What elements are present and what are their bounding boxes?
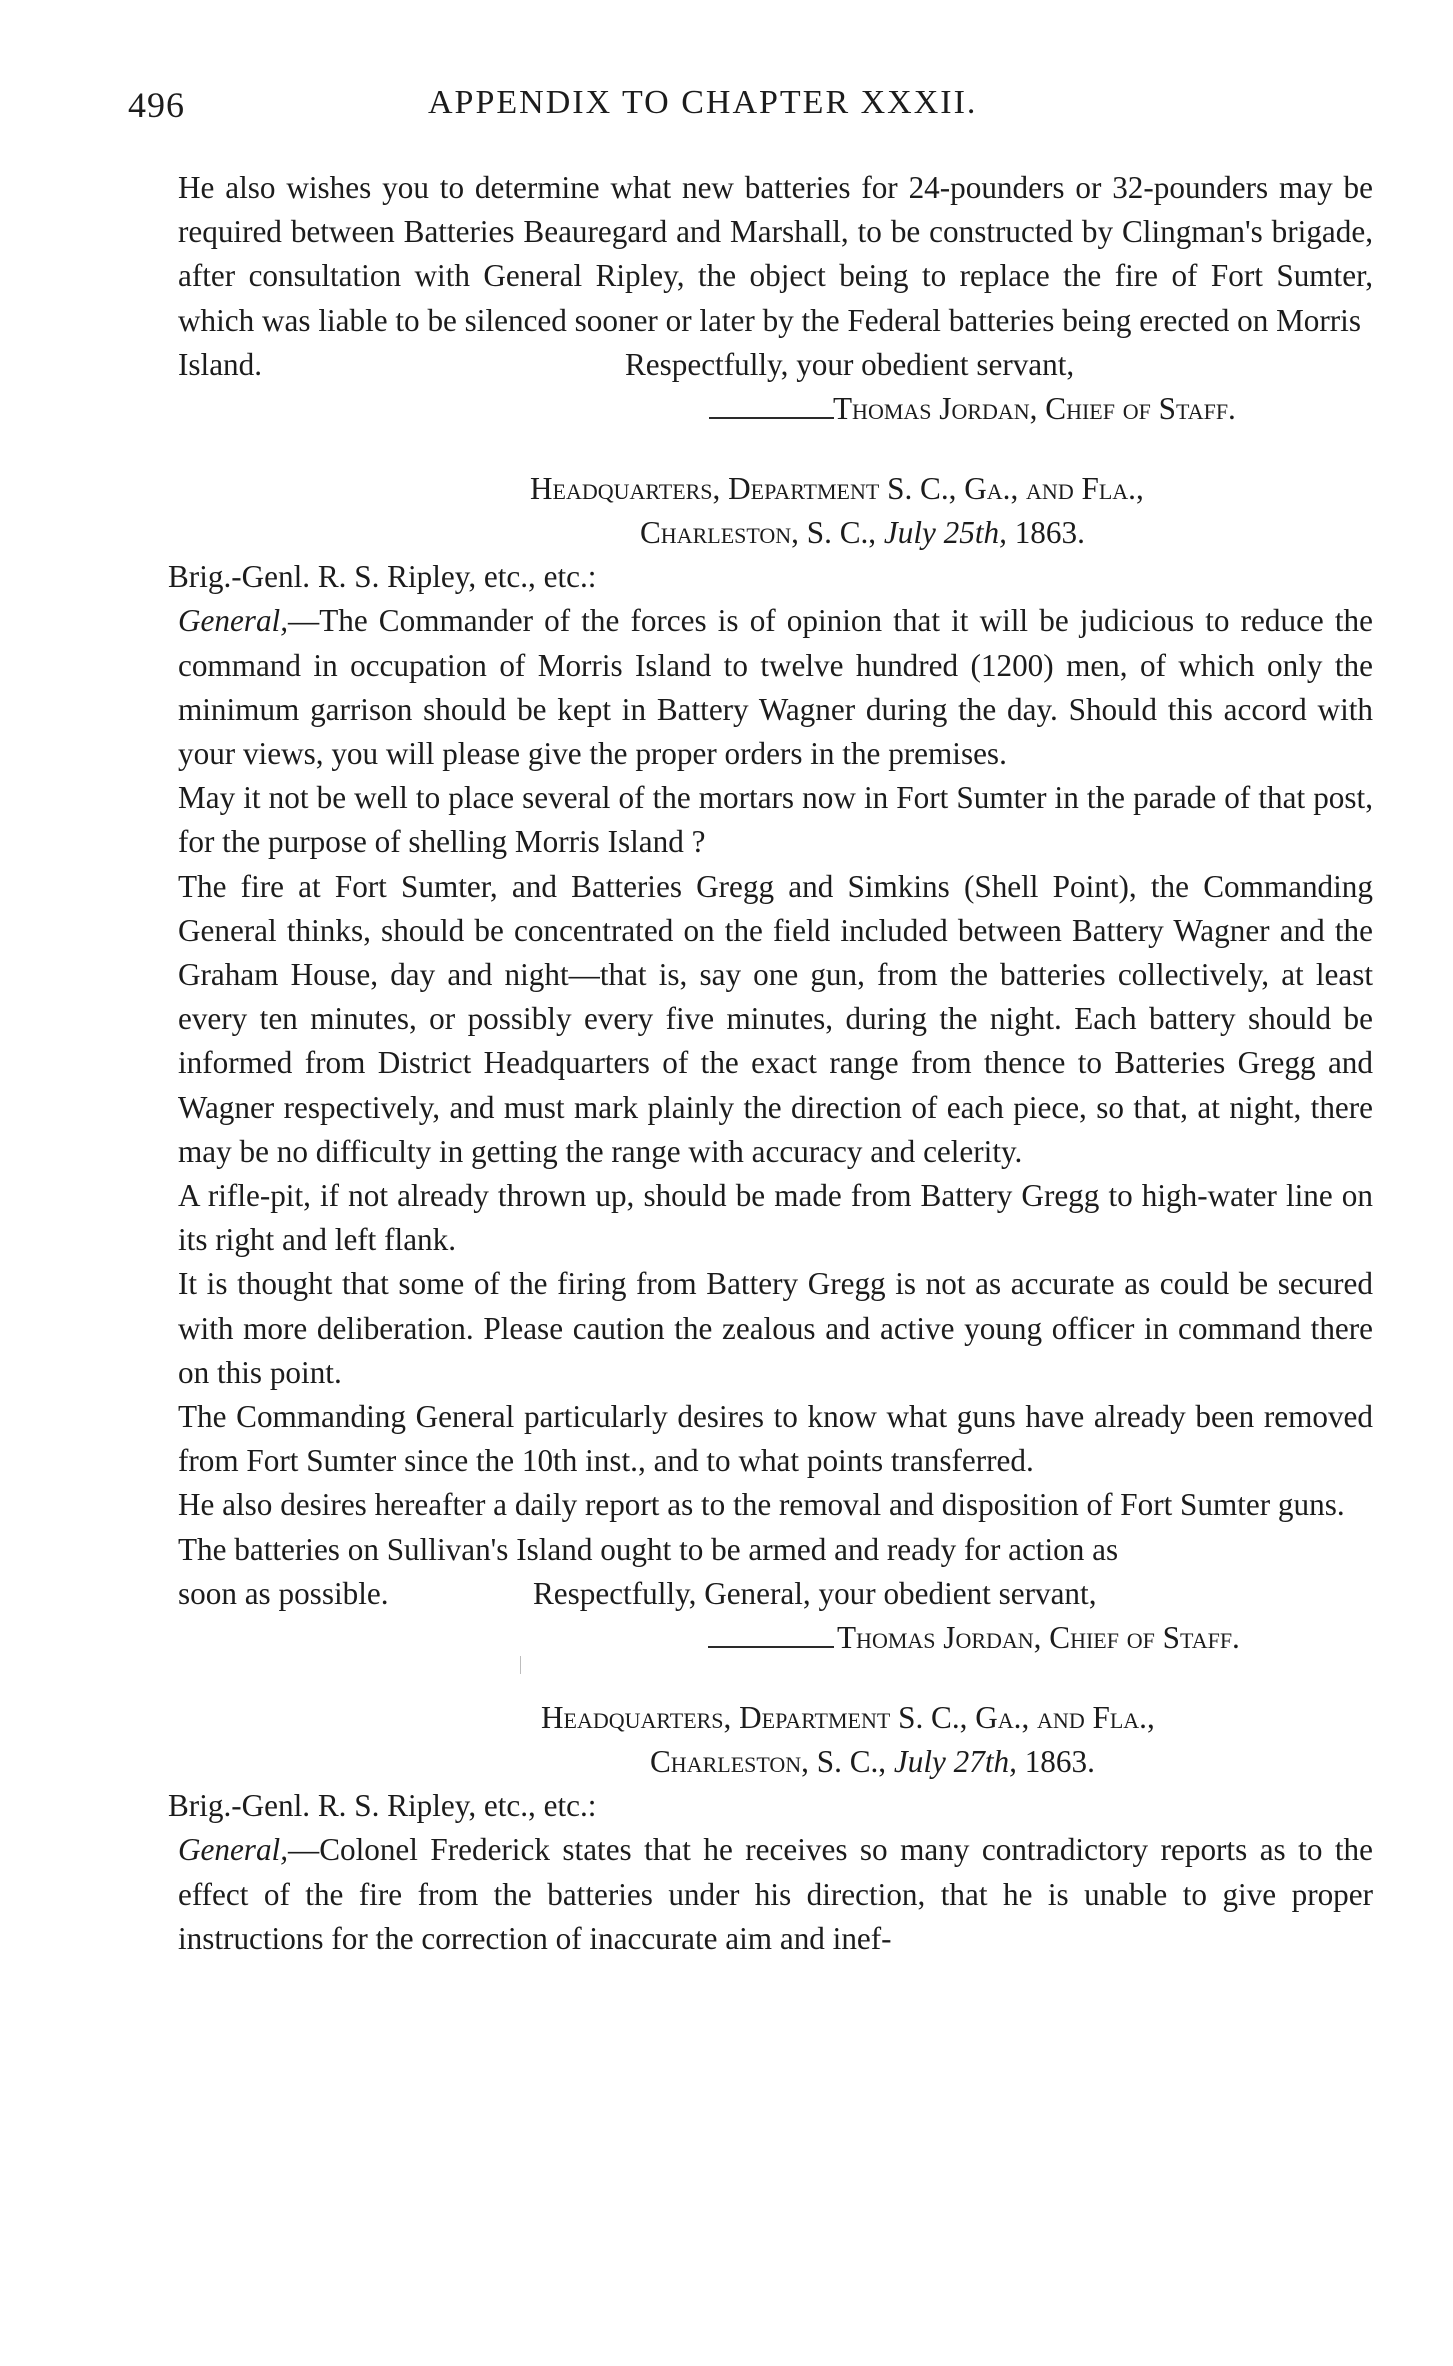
letter2-paragraph-6 — [178, 1395, 1373, 1483]
letter2-heading-line1: Headquarters, Department S. C., Ga., and Fla., — [530, 471, 1144, 507]
letter2-closing: Respectfully, General, your obedient servant, — [533, 1575, 1097, 1611]
signature-rule — [708, 1646, 834, 1648]
letter1-paragraph-text: He also wishes you to determine what new batteries for 24-pounders or 32-pounders may be required between Batteries Beauregard and Marshall, to be constructed by Clingman's brigade, after consultation with General Ripley, the object being to replace the fire of Fort Sumter, which was liable to be silenced sooner or later by the Federal batteries being erected on Morris — [178, 170, 1373, 338]
letter2-paragraph-7 — [178, 1483, 1373, 1527]
letter3-salutation: General, — [178, 1832, 288, 1868]
letter2-signature: Thomas Jordan, Chief of Staff. — [837, 1620, 1240, 1656]
letter3-heading-year: 1863. — [1024, 1744, 1095, 1780]
letter2-addressee-text: Brig.-Genl. R. S. Ripley, etc., etc.: — [168, 559, 597, 595]
letter2-paragraph-8-text: The batteries on Sullivan's Island ought to be armed and ready for action as — [178, 1531, 1119, 1567]
body-text — [168, 166, 1373, 1961]
letter1-signature: Thomas Jordan, Chief of Staff. — [833, 391, 1236, 426]
signature-rule — [709, 417, 834, 419]
letter1-paragraph — [178, 166, 1373, 343]
letter2-paragraph-4-text: A rifle-pit, if not already thrown up, should be made from Battery Gregg to high-water line on its right and left flank. — [178, 1178, 1373, 1258]
letter2-heading — [178, 467, 1373, 555]
page-number: 496 — [128, 85, 185, 125]
running-title: APPENDIX TO CHAPTER XXXII. — [428, 84, 978, 121]
letter3-addressee-text: Brig.-Genl. R. S. Ripley, etc., etc.: — [168, 1788, 597, 1824]
letter2-paragraph-3 — [178, 865, 1373, 1174]
letter2-heading-date: July 25th, — [883, 515, 1007, 551]
letter2-paragraph-1 — [178, 599, 1373, 776]
letter3-heading-line1: Headquarters, Department S. C., Ga., and Fla., — [541, 1700, 1155, 1736]
letter3-paragraph-1 — [178, 1828, 1373, 1961]
running-head — [128, 84, 1378, 134]
letter2-paragraph-8 — [178, 1528, 1373, 1572]
letter3-heading-place: Charleston, S. C., — [650, 1744, 887, 1780]
letter2-paragraph-1-text: —The Commander of the forces is of opinion that it will be judicious to reduce the command in occupation of Morris Island to twelve hundred (1200) men, of which only the minimum garrison should be kept in Battery Wagner during the day. Should this accord with your views, you will please give the proper orders in the premises. — [178, 603, 1373, 771]
letter1-closing: Respectfully, your obedient servant, — [625, 346, 1075, 382]
print-speck — [520, 1656, 521, 1674]
letter3-addressee — [168, 1784, 1363, 1828]
letter2-signature-block — [178, 1616, 1373, 1660]
letter2-paragraph-3-text: The fire at Fort Sumter, and Batteries Gregg and Simkins (Shell Point), the Commanding General thinks, should be concentrated on the field included between Battery Wagner and the Graham House, day and night—that is, say one gun, from the batteries collectively, at least every ten minutes, or possibly every five minutes, during the night. Each battery should be informed from District Headquarters of the exact range from thence to Batteries Gregg and Wagner respectively, and must mark plainly the direction of each piece, so that, at night, there may be no difficulty in getting the range with accuracy and celerity. — [178, 868, 1373, 1169]
letter2-paragraph-7-text: He also desires hereafter a daily report as to the removal and disposition of Fort Sumter guns. — [178, 1487, 1345, 1523]
letter3-heading-date: July 27th, — [893, 1744, 1017, 1780]
letter2-paragraph-4 — [178, 1174, 1373, 1262]
letter1-last-word: Island. — [178, 346, 263, 382]
letter2-heading-line2 — [640, 511, 1085, 555]
letter3-heading-line2 — [650, 1740, 1095, 1784]
letter2-paragraph-5-text: It is thought that some of the firing from Battery Gregg is not as accurate as could be secured with more deliberation. Please caution the zealous and active young officer in command there on this point. — [178, 1266, 1373, 1390]
letter1-closing-line — [178, 343, 1373, 387]
letter2-paragraph-6-text: The Commanding General particularly desires to know what guns have already been removed from Fort Sumter since the 10th inst., and to what points transferred. — [178, 1399, 1373, 1479]
letter2-closing-line — [178, 1572, 1373, 1616]
letter3-heading — [178, 1696, 1373, 1784]
letter3-paragraph-1-text: —Colonel Frederick states that he receives so many contradictory reports as to the effect of the fire from the batteries under his direction, that he is unable to give proper instructions for the correction of inaccurate aim and inef- — [178, 1832, 1373, 1956]
letter1-signature-block — [178, 387, 1373, 431]
letter2-addressee — [168, 555, 1363, 599]
letter2-paragraph-2-text: May it not be well to place several of the mortars now in Fort Sumter in the parade of that post, for the purpose of shelling Morris Island ? — [178, 780, 1373, 860]
letter2-heading-year: 1863. — [1014, 515, 1085, 551]
letter2-paragraph-5 — [178, 1262, 1373, 1395]
letter2-salutation: General, — [178, 603, 288, 639]
letter2-heading-place: Charleston, S. C., — [640, 515, 877, 551]
letter2-paragraph-2 — [178, 776, 1373, 864]
letter2-last-line-left: soon as possible. — [178, 1575, 389, 1611]
